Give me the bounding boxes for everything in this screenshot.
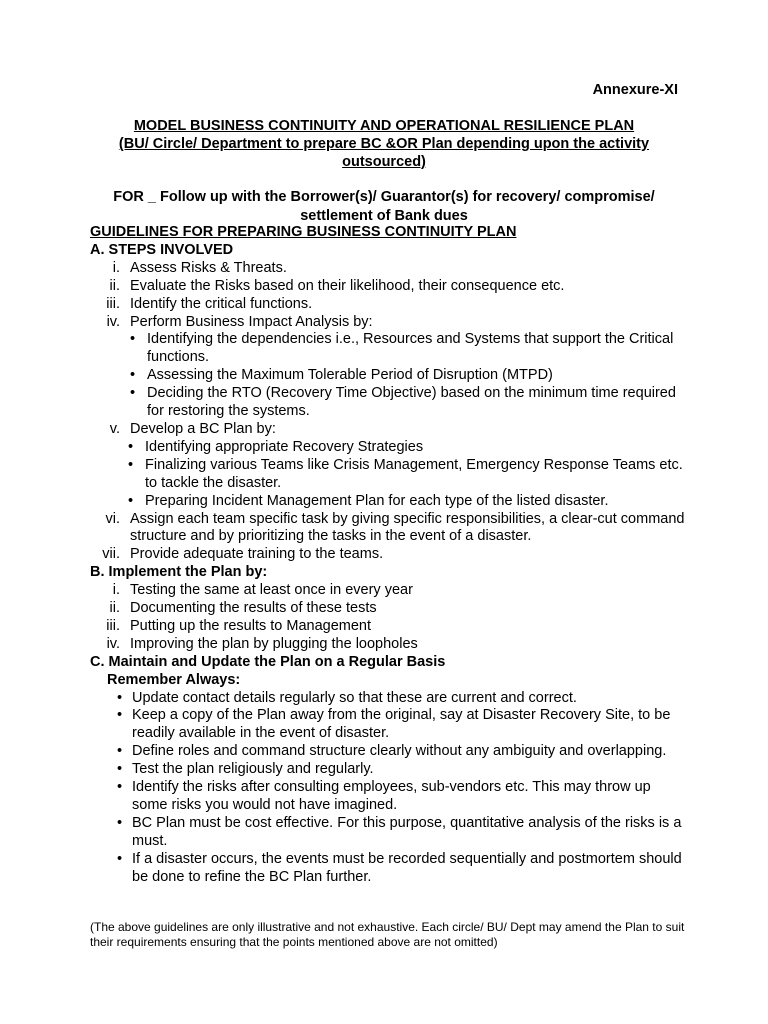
step-item: [90, 421, 690, 439]
remember-heading: Remember Always:: [107, 671, 241, 688]
list-item: [90, 367, 690, 385]
bullet-icon: •: [130, 367, 136, 384]
bullet-icon: •: [128, 456, 134, 473]
bullet-text: Update contact details regularly so that these are current and correct.: [132, 689, 577, 706]
footnote: (The above guidelines are only illustrative and not exhaustive. Each circle/ BU/ Dept may amend the Plan to suit their requirements ensuring that the points mentioned above are not omitted): [90, 920, 685, 949]
section-b-title: B. Implement the Plan by:: [90, 564, 268, 581]
step-item: [90, 582, 690, 600]
document-title: [90, 117, 678, 171]
bullet-icon: •: [117, 779, 123, 796]
bullet-text: Identifying the dependencies i.e., Resources and Systems that support the Critical functions.: [147, 331, 674, 366]
list-item: [90, 815, 690, 851]
step-text: Identify the critical functions.: [130, 295, 313, 312]
for-line: FOR _ Follow up with the Borrower(s)/ Guarantor(s) for recovery/ compromise/ settlement of Bank dues: [113, 189, 655, 224]
step-number: i.: [112, 582, 120, 599]
list-item: [90, 331, 690, 367]
bullet-text: BC Plan must be cost effective. For this purpose, quantitative analysis of the risks is a must.: [132, 814, 682, 849]
bullet-icon: •: [128, 492, 134, 509]
list-item: [90, 439, 690, 457]
step-item: [90, 260, 690, 278]
step-item: [90, 296, 690, 314]
guidelines-content: [90, 224, 690, 887]
step-number: iv.: [106, 635, 120, 652]
list-item: [90, 851, 690, 887]
step-text: Putting up the results to Management: [130, 617, 372, 634]
bullet-text: If a disaster occurs, the events must be recorded sequentially and postmortem should be done to refine the BC Plan further.: [132, 850, 682, 885]
step-number: i.: [112, 259, 120, 276]
step-text: Provide adequate training to the teams.: [130, 546, 384, 563]
list-item: [90, 707, 690, 743]
title-line-1: MODEL BUSINESS CONTINUITY AND OPERATIONAL RESILIENCE PLAN: [133, 118, 635, 134]
list-item: [90, 385, 690, 421]
step-item: [90, 546, 690, 564]
step-item: [90, 636, 690, 654]
bullet-text: Identify the risks after consulting employees, sub-vendors etc. This may throw up some risks you would not have imagined.: [132, 779, 651, 813]
step-number: iv.: [106, 313, 120, 330]
bullet-icon: •: [117, 814, 123, 831]
step-number: vi.: [105, 510, 120, 527]
list-item: [90, 493, 690, 511]
bullet-icon: •: [128, 438, 134, 455]
list-item: [90, 457, 690, 493]
section-a-title: A. STEPS INVOLVED: [90, 241, 234, 258]
list-item: [90, 690, 690, 708]
step-text: Assign each team specific task by giving specific responsibilities, a clear-cut command structure and by prioritizing the tasks in the event of a disaster.: [130, 510, 685, 545]
guidelines-title: GUIDELINES FOR PREPARING BUSINESS CONTINUITY PLAN: [90, 224, 517, 240]
step-text: Develop a BC Plan by:: [130, 420, 276, 437]
step-text: Improving the plan by plugging the loopholes: [130, 635, 418, 652]
bullet-icon: •: [117, 761, 123, 778]
bullet-text: Test the plan religiously and regularly.: [132, 761, 374, 778]
bullet-icon: •: [130, 331, 136, 348]
step-item: [90, 600, 690, 618]
step-number: v.: [109, 420, 120, 437]
bullet-icon: •: [117, 743, 123, 760]
step-text: Documenting the results of these tests: [130, 600, 377, 617]
bullet-text: Keep a copy of the Plan away from the original, say at Disaster Recovery Site, to be readily available in the event of disaster.: [132, 707, 671, 742]
bullet-icon: •: [117, 707, 123, 724]
bullet-icon: •: [117, 850, 123, 867]
step-item: [90, 511, 690, 547]
bullet-text: Finalizing various Teams like Crisis Management, Emergency Response Teams etc. to tackle the disaster.: [145, 456, 683, 491]
step-number: vii.: [102, 546, 120, 563]
bullet-text: Define roles and command structure clearly without any ambiguity and overlapping.: [132, 743, 667, 760]
step-number: ii.: [109, 600, 120, 617]
bullet-text: Identifying appropriate Recovery Strategies: [145, 438, 424, 455]
title-line-2: (BU/ Circle/ Department to prepare BC &OR Plan depending upon the activity outsourced): [118, 136, 650, 170]
annexure-label: Annexure-XI: [592, 82, 678, 98]
step-text: Assess Risks & Threats.: [130, 259, 287, 276]
bullet-icon: •: [130, 385, 136, 402]
bullet-text: Deciding the RTO (Recovery Time Objective) based on the minimum time required for restoring the systems.: [147, 385, 676, 420]
bullet-text: Preparing Incident Management Plan for each type of the listed disaster.: [145, 492, 609, 509]
step-text: Evaluate the Risks based on their likelihood, their consequence etc.: [130, 277, 565, 294]
step-item: [90, 278, 690, 296]
bullet-text: Assessing the Maximum Tolerable Period of Disruption (MTPD): [147, 367, 553, 384]
list-item: [90, 761, 690, 779]
list-item: [90, 779, 690, 815]
step-text: Testing the same at least once in every year: [130, 582, 413, 599]
bullet-icon: •: [117, 689, 123, 706]
step-item: [90, 314, 690, 332]
step-text: Perform Business Impact Analysis by:: [130, 313, 373, 330]
list-item: [90, 743, 690, 761]
step-number: iii.: [106, 617, 120, 634]
step-number: iii.: [106, 295, 120, 312]
step-item: [90, 618, 690, 636]
section-c-title: C. Maintain and Update the Plan on a Regular Basis: [90, 653, 446, 670]
step-number: ii.: [109, 277, 120, 294]
